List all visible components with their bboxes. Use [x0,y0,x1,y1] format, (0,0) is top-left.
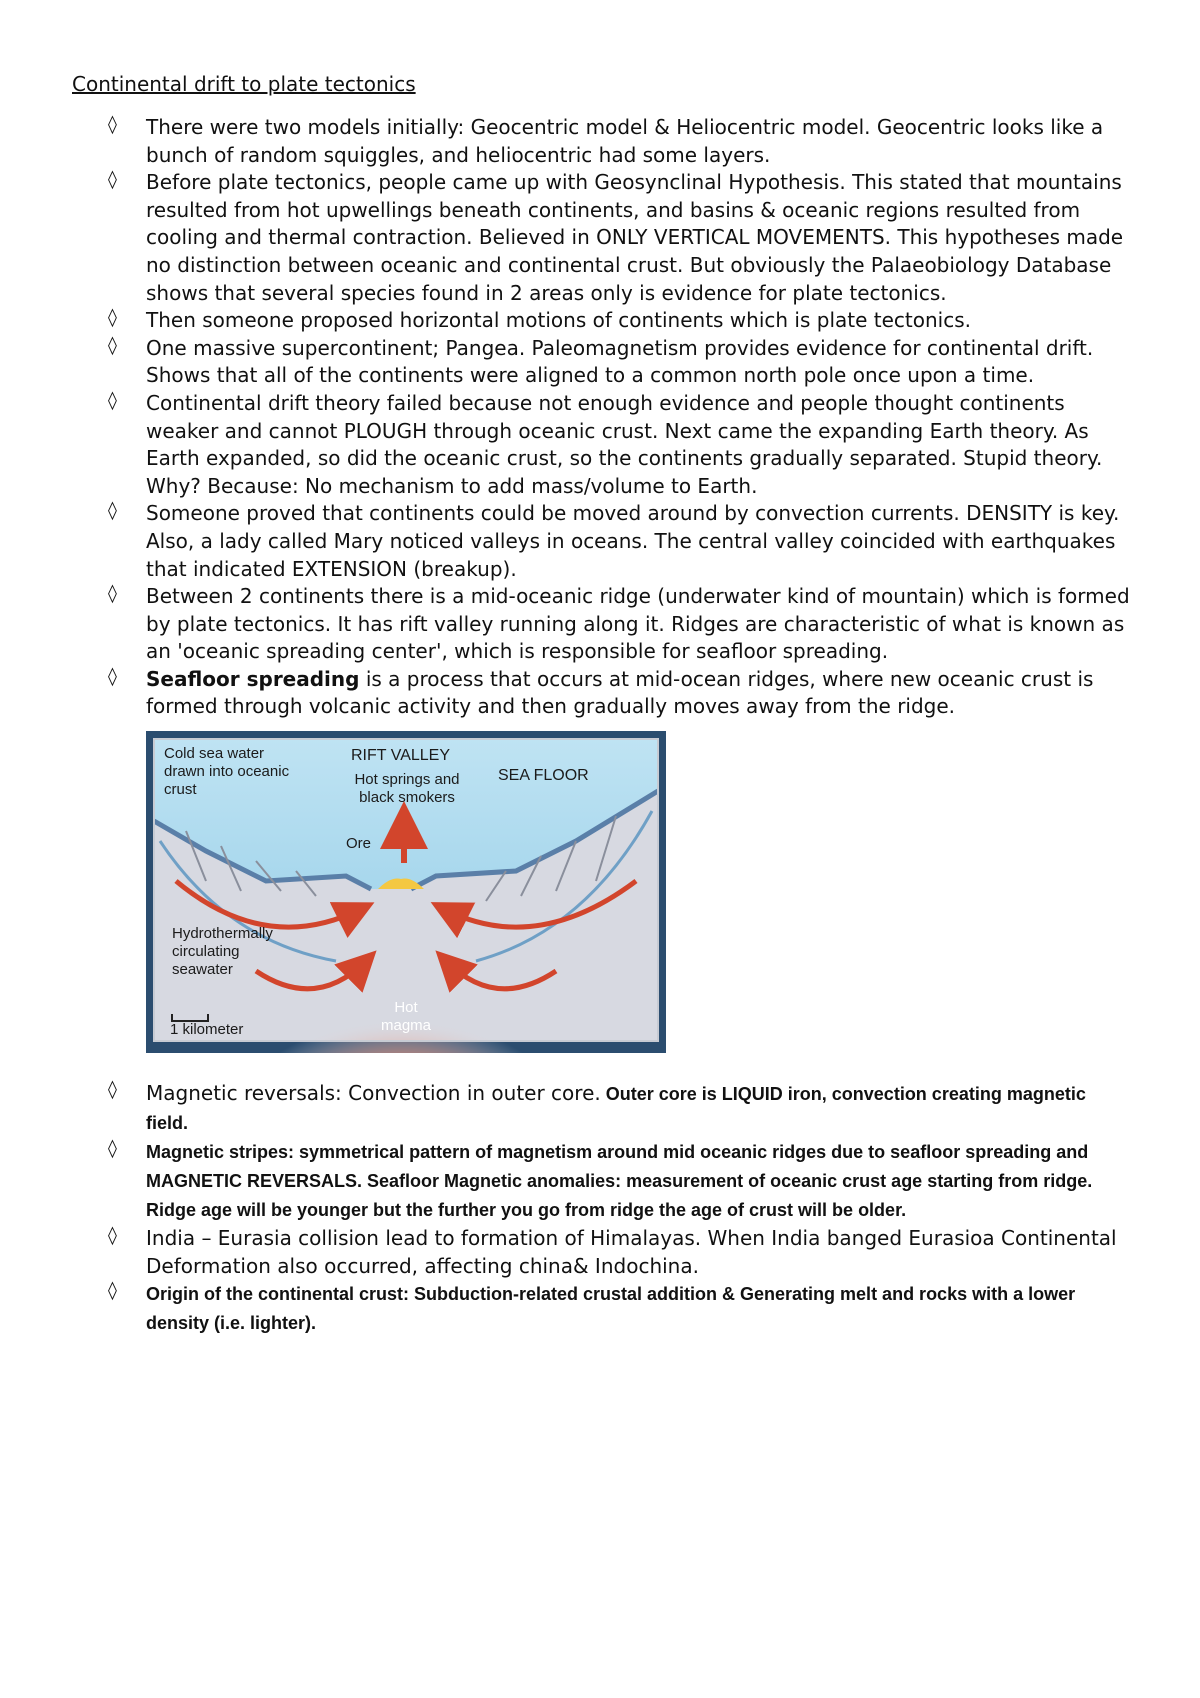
label-sea-floor: SEA FLOOR [498,767,589,785]
bullet-diamond-icon: ◊ [108,169,117,191]
item-text: India – Eurasia collision lead to formation of Himalayas. When India banged Eurasioa Continental Deformation also occurred, affecting china& Indochina. [146,1226,1117,1278]
bullet-diamond-icon: ◊ [108,389,117,411]
bullet-diamond-icon: ◊ [108,1225,117,1247]
item-text-rest: is a process that occurs at mid-ocean ridges, where new oceanic crust is formed through volcanic activity and then gradually moves away from the ridge. [146,666,1094,719]
list-item [0,390,1200,500]
seafloor-spreading-diagram [146,731,666,1053]
list-item [0,666,1200,721]
term-seafloor-spreading: Seafloor spreading [146,666,360,691]
item-text [146,1280,1130,1338]
list-item [0,335,1200,390]
item-text: Before plate tectonics, people came up with Geosynclinal Hypothesis. This stated that mountains resulted from hot upwellings beneath continents, and basins & oceanic regions resulted from cooling and thermal contraction. Believed in ONLY VERTICAL MOVEMENTS. This hypotheses made no distinction between oceanic and continental crust. But obviously the Palaeobiology Database shows that several species found in 2 areas only is evidence for plate tectonics. [146,170,1124,305]
item-text-bold: Magnetic stripes: symmetrical pattern of magnetism around mid oceanic ridges due to seafloor spreading and MAGNETIC REVERSALS. Seafloor Magnetic anomalies: measurement of oceanic crust age starting from ridge. Ridge age will be younger but the further you go from ridge the age of crust will be older. [146,1142,1093,1221]
item-text: Between 2 continents there is a mid-oceanic ridge (underwater kind of mountain) which is formed by plate tectonics. It has rift valley running along it. Ridges are characteristic of what is known as an 'oceanic spreading center', which is responsible for seafloor spreading. [146,584,1130,664]
item-text [146,1079,1130,1138]
list-item [0,500,1200,583]
item-text-bold: Origin of the continental crust: Subduction-related crustal addition & Generating melt and rocks with a lower density (i.e. lighter). [146,1284,1076,1334]
page-title: Continental drift to plate tectonics [72,72,416,96]
bullet-diamond-icon: ◊ [108,334,117,356]
label-scale: 1 kilometer [170,1021,244,1039]
item-text-lead: Magnetic reversals: Convection in outer core. [146,1081,601,1106]
item-text: Someone proved that continents could be moved around by convection currents. DENSITY is key. Also, a lady called Mary noticed valleys in oceans. The central valley coincided with earthquakes that indicated EXTENSION (breakup). [146,501,1120,581]
item-text: Continental drift theory failed because not enough evidence and people thought continents weaker and cannot PLOUGH through oceanic crust. Next came the expanding Earth theory. As Earth expanded, so did the oceanic crust, so the continents gradually separated. Stupid theory. Why? Because: No mechanism to add mass/volume to Earth. [146,390,1103,498]
list-item [0,169,1200,307]
list-item [0,1280,1200,1338]
bullet-diamond-icon: ◊ [108,1280,117,1302]
bullet-diamond-icon: ◊ [108,114,117,135]
bullet-diamond-icon: ◊ [108,500,117,522]
bullet-list [0,114,1200,1338]
bullet-diamond-icon: ◊ [108,1138,117,1160]
item-text: There were two models initially: Geocentric model & Heliocentric model. Geocentric looks like a bunch of random squiggles, and heliocentric had some layers. [146,115,1104,167]
list-item [0,583,1200,666]
item-text: One massive supercontinent; Pangea. Paleomagnetism provides evidence for continental drift. Shows that all of the continents were aligned to a common north pole once upon a time. [146,335,1094,388]
list-item [0,1138,1200,1225]
bullet-diamond-icon: ◊ [108,583,117,605]
list-item [0,114,1200,169]
list-item [0,1079,1200,1138]
bullet-diamond-icon: ◊ [108,307,117,329]
item-text-bold: Outer core is LIQUID iron, convection creating magnetic field. [146,1084,1086,1134]
label-cold-water: Cold sea water drawn into oceanic crust [164,745,290,799]
bullet-diamond-icon: ◊ [108,1079,117,1101]
label-hydrothermal: Hydrothermally circulating seawater [172,925,273,979]
label-rift-valley: RIFT VALLEY [351,747,450,765]
label-hot-magma: Hot magma [380,999,432,1035]
item-text: Then someone proposed horizontal motions of continents which is plate tectonics. [146,308,971,333]
item-text [146,1138,1130,1225]
list-item [0,307,1200,335]
list-item [0,1225,1200,1280]
label-hot-springs: Hot springs and black smokers [354,771,460,807]
bullet-diamond-icon: ◊ [108,665,117,687]
label-ore: Ore [346,835,372,853]
item-text [146,666,1130,721]
